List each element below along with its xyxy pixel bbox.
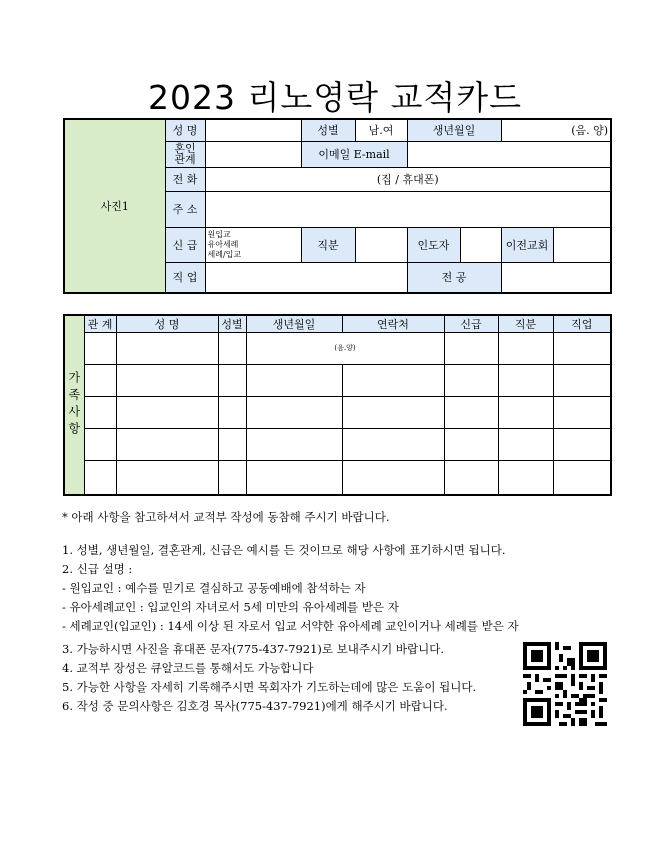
birth-label: 생년월일 — [407, 119, 501, 141]
family-cell[interactable] — [498, 429, 553, 461]
phone-label: 전 화 — [165, 167, 205, 191]
family-row — [64, 429, 611, 461]
major-field[interactable] — [501, 262, 611, 293]
family-cell[interactable] — [84, 461, 116, 495]
family-cell[interactable] — [498, 365, 553, 397]
family-cell[interactable] — [218, 333, 246, 365]
note-6: 6. 작성 중 문의사항은 김호경 목사(775-437-7921)에게 해주시기 바랍니다. — [62, 699, 448, 713]
faith-desc-3: - 세례교인(입교인) : 14세 이상 된 자로서 입교 서약한 유아세례 교인이거나 세례를 받은 자 — [62, 619, 519, 633]
family-row — [64, 461, 611, 495]
family-col-relation: 관 계 — [84, 315, 116, 333]
family-cell[interactable] — [342, 397, 444, 429]
family-row — [64, 333, 611, 365]
family-cell[interactable] — [553, 365, 611, 397]
marriage-label: 혼인 관계 — [165, 141, 205, 167]
faith-desc-2: - 유아세례교인 : 입교인의 자녀로서 5세 미만의 유아세례를 받은 자 — [62, 600, 399, 614]
family-col-gender: 성별 — [218, 315, 246, 333]
family-cell[interactable] — [444, 461, 498, 495]
page-title: 2023 리노영락 교적카드 — [148, 78, 522, 117]
address-label: 주 소 — [165, 191, 205, 227]
family-cell[interactable] — [116, 429, 218, 461]
email-field[interactable] — [407, 141, 611, 167]
faith-label: 신 급 — [165, 227, 205, 262]
guide-label: 인도자 — [407, 227, 460, 262]
intro-note: * 아래 사항을 참고하셔서 교적부 작성에 동참해 주시기 바랍니다. — [62, 510, 390, 524]
family-col-birth: 생년월일 — [246, 315, 342, 333]
family-cell[interactable] — [553, 461, 611, 495]
job-field[interactable] — [205, 262, 407, 293]
marriage-field[interactable] — [205, 141, 301, 167]
family-cell[interactable] — [553, 333, 611, 365]
family-side-label: 가족사항 — [64, 315, 84, 495]
address-field[interactable] — [205, 191, 611, 227]
note-5: 5. 가능한 사항을 자세히 기록해주시면 목회자가 기도하는데에 많은 도움이 됩니다. — [62, 680, 477, 694]
family-cell[interactable] — [498, 461, 553, 495]
family-cell[interactable] — [218, 461, 246, 495]
faith-desc-1: - 원입교인 : 예수를 믿기로 결심하고 공동예배에 참석하는 자 — [62, 581, 366, 595]
family-cell[interactable] — [246, 461, 342, 495]
family-cell[interactable] — [84, 365, 116, 397]
family-cell[interactable] — [444, 333, 498, 365]
guide-field[interactable] — [460, 227, 501, 262]
family-col-faith: 신급 — [444, 315, 498, 333]
family-cell[interactable] — [84, 429, 116, 461]
prev-church-field[interactable] — [553, 227, 611, 262]
member-info-table — [63, 118, 612, 294]
family-cell[interactable] — [342, 365, 444, 397]
family-row — [64, 365, 611, 397]
family-cell[interactable] — [218, 365, 246, 397]
family-cell[interactable] — [498, 397, 553, 429]
family-cell[interactable] — [116, 461, 218, 495]
gender-field[interactable]: 남.여 — [355, 119, 407, 141]
prev-church-label: 이전교회 — [501, 227, 553, 262]
family-cell[interactable] — [246, 397, 342, 429]
family-cell[interactable] — [84, 333, 116, 365]
gender-label: 성별 — [301, 119, 355, 141]
note-2: 2. 신급 설명 : — [62, 562, 133, 576]
family-birth-hint[interactable]: (음.양) — [246, 333, 444, 365]
note-1: 1. 성별, 생년월일, 결혼관계, 신급은 예시를 든 것이므로 해당 사항에 표기하시면 됩니다. — [62, 543, 506, 557]
family-cell[interactable] — [84, 397, 116, 429]
name-field[interactable] — [205, 119, 301, 141]
family-table — [63, 314, 612, 496]
position-field[interactable] — [355, 227, 407, 262]
family-cell[interactable] — [116, 397, 218, 429]
family-cell[interactable] — [218, 429, 246, 461]
birth-field[interactable]: (음. 양) — [501, 119, 611, 141]
family-cell[interactable] — [246, 365, 342, 397]
name-label: 성 명 — [165, 119, 205, 141]
family-cell[interactable] — [498, 333, 553, 365]
qr-code-icon[interactable] — [523, 642, 607, 726]
family-row — [64, 397, 611, 429]
job-label: 직 업 — [165, 262, 205, 293]
note-4: 4. 교적부 장성은 큐알코드를 통해서도 가능합니다 — [62, 661, 314, 675]
family-cell[interactable] — [553, 397, 611, 429]
family-cell[interactable] — [444, 365, 498, 397]
position-label: 직분 — [301, 227, 355, 262]
phone-field[interactable]: (집 / 휴대폰) — [205, 167, 611, 191]
family-cell[interactable] — [116, 365, 218, 397]
family-cell[interactable] — [246, 429, 342, 461]
photo-box[interactable]: 사진1 — [64, 119, 165, 293]
family-cell[interactable] — [342, 429, 444, 461]
email-label: 이메일 E-mail — [301, 141, 407, 167]
family-cell[interactable] — [218, 397, 246, 429]
family-cell[interactable] — [444, 397, 498, 429]
family-col-job: 직업 — [553, 315, 611, 333]
family-cell[interactable] — [444, 429, 498, 461]
family-col-name: 성 명 — [116, 315, 218, 333]
note-3: 3. 가능하시면 사진을 휴대폰 문자(775-437-7921)로 보내주시기 바랍니다. — [62, 642, 444, 656]
family-col-contact: 연락처 — [342, 315, 444, 333]
family-cell[interactable] — [342, 461, 444, 495]
family-col-position: 직분 — [498, 315, 553, 333]
family-cell[interactable] — [116, 333, 218, 365]
major-label: 전 공 — [407, 262, 501, 293]
family-cell[interactable] — [553, 429, 611, 461]
faith-options[interactable]: 원입교 유아세례 세례/입교 — [205, 227, 301, 262]
